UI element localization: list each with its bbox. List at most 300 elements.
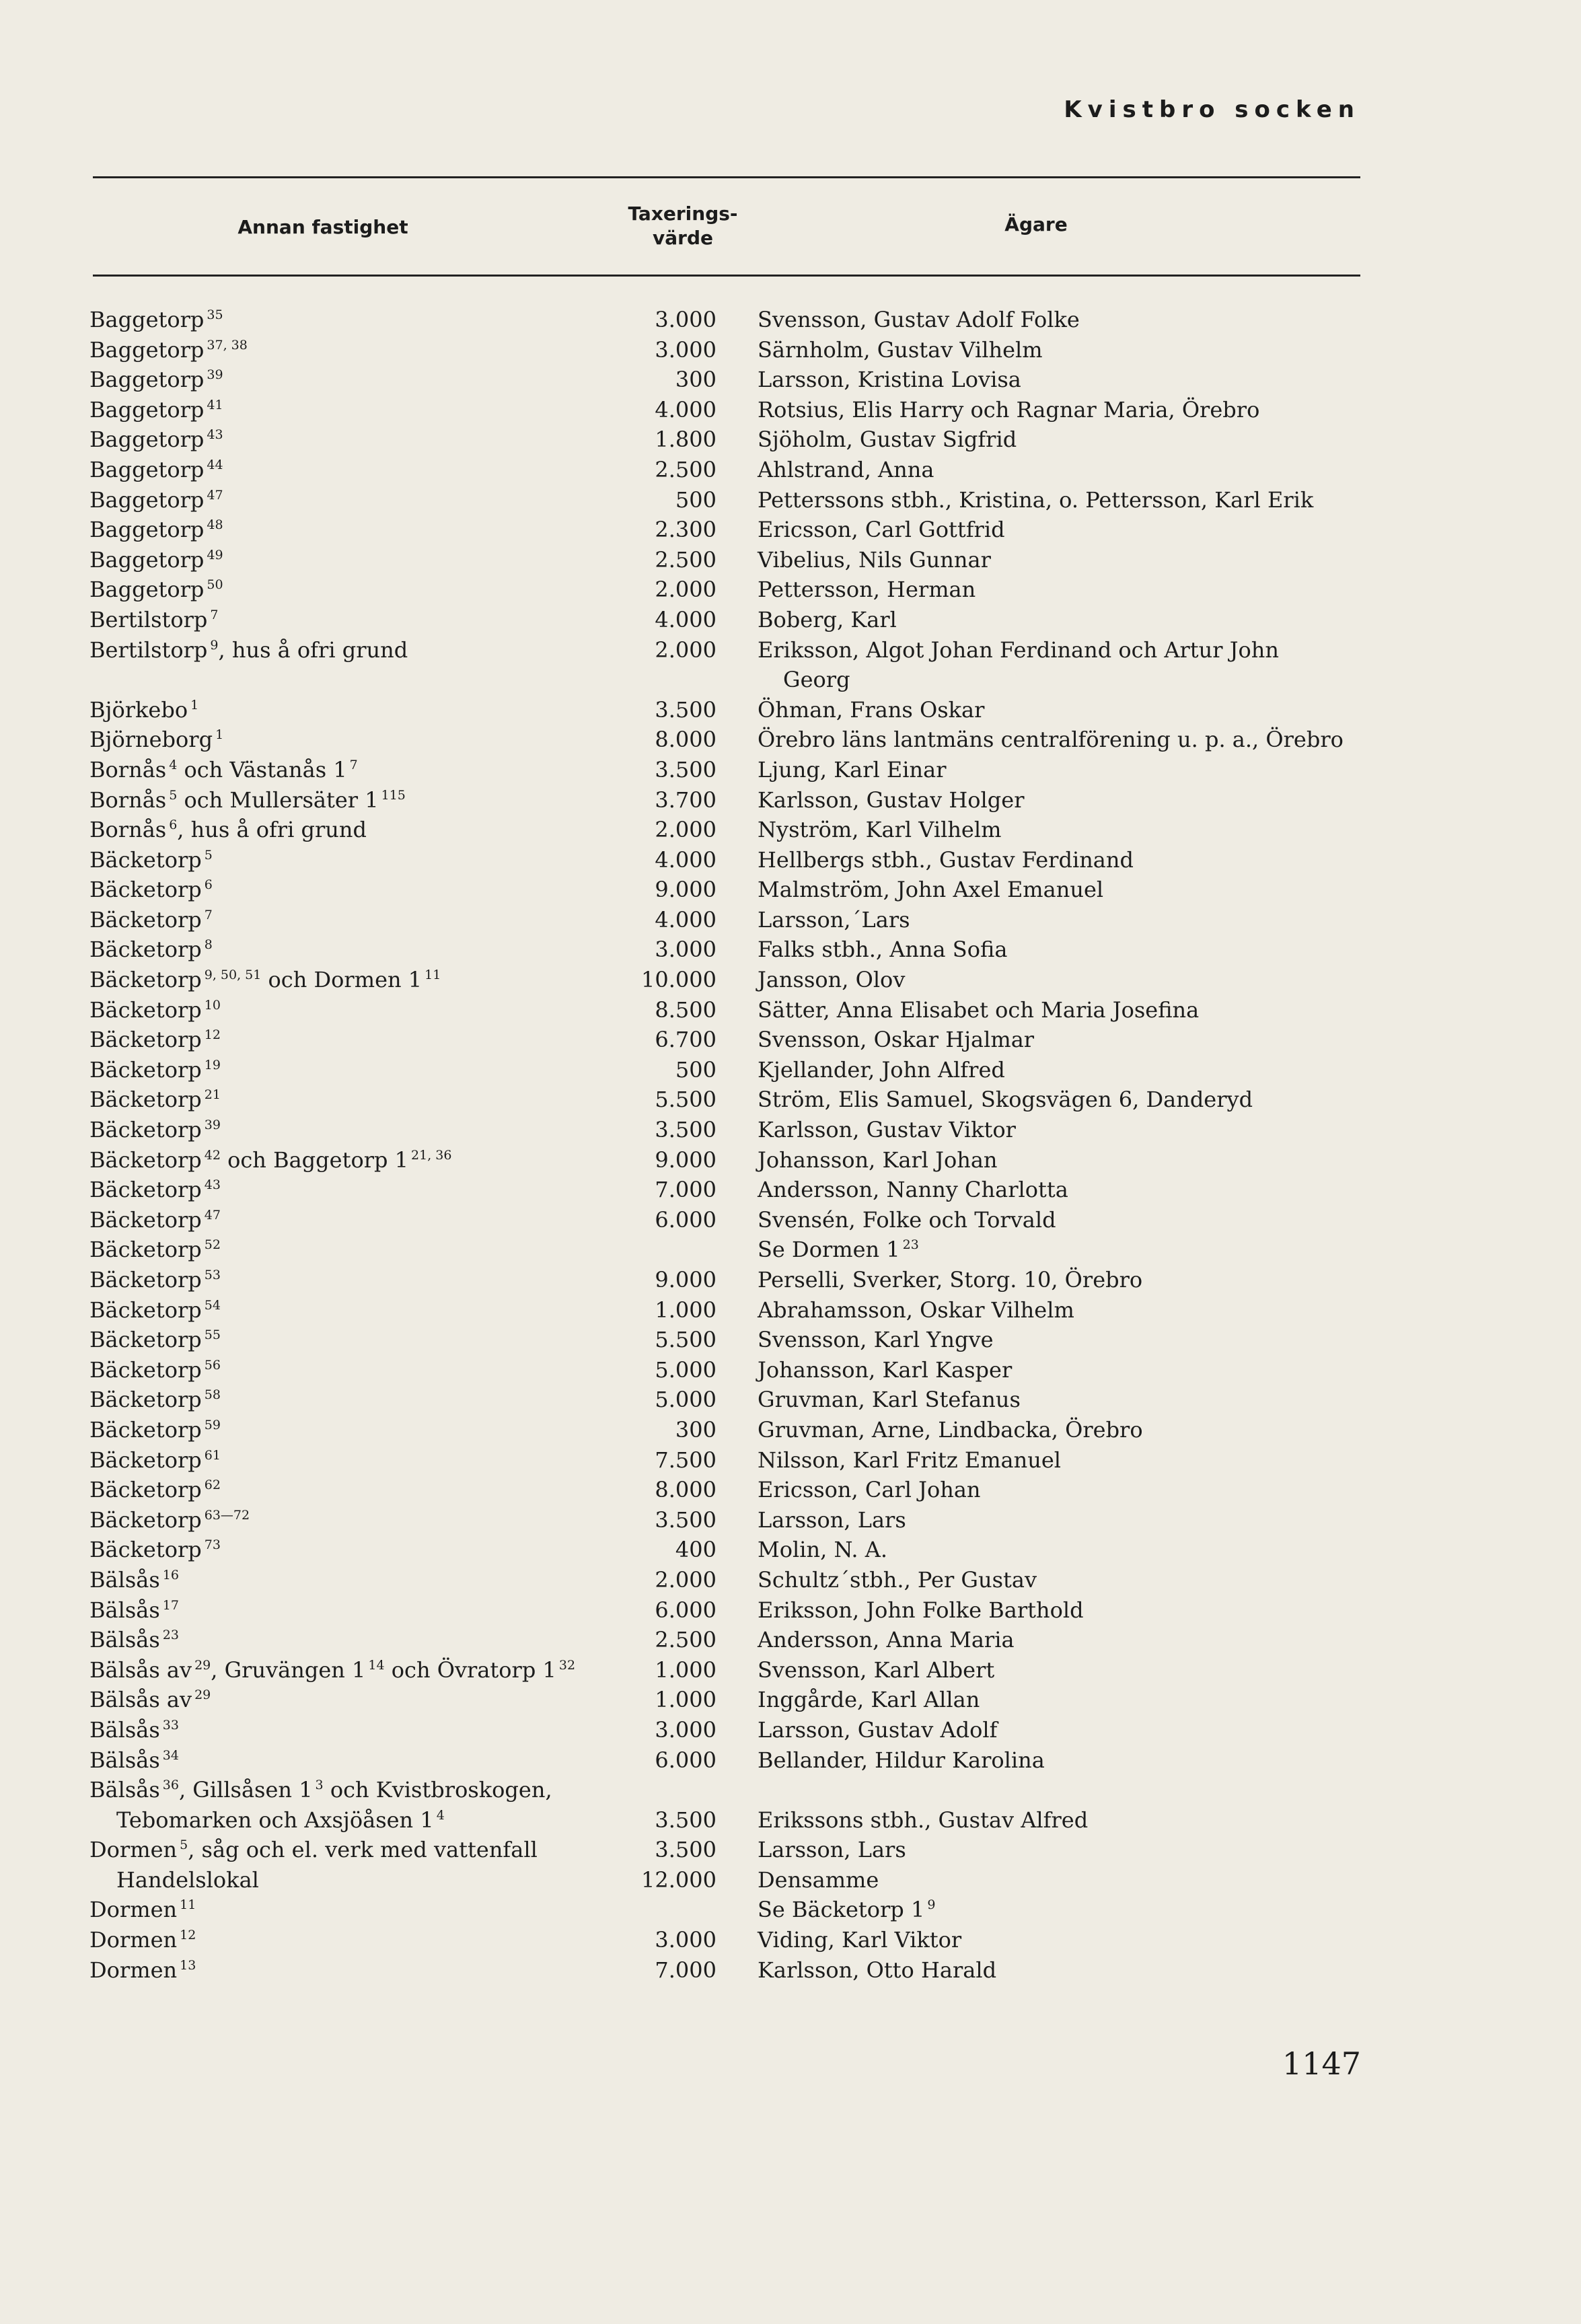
property-number: 41 bbox=[207, 397, 223, 412]
owner-cell bbox=[758, 875, 1103, 905]
table-row bbox=[0, 1685, 1581, 1715]
property-cell bbox=[89, 1145, 451, 1179]
property-name: Bornås bbox=[89, 756, 167, 783]
property-number-2: 3 bbox=[315, 1778, 324, 1793]
property-name: Bertilstorp bbox=[89, 637, 208, 663]
property-cell bbox=[89, 635, 408, 669]
tax-value-cell: 3.000 bbox=[655, 937, 716, 963]
property-number: 43 bbox=[207, 427, 223, 443]
property-name: Baggetorp bbox=[89, 427, 205, 453]
property-number: 39 bbox=[204, 1118, 221, 1133]
table-row bbox=[0, 845, 1581, 875]
tax-value-cell: 3.000 bbox=[655, 1716, 716, 1743]
owner-cell bbox=[758, 1685, 980, 1715]
property-number: 9, 50, 51 bbox=[204, 968, 262, 983]
tax-value-cell: 10.000 bbox=[641, 967, 716, 993]
property-number: 1 bbox=[215, 727, 224, 743]
column-header-owner: Ägare bbox=[1004, 213, 1068, 235]
owner-cell bbox=[758, 1925, 961, 1955]
owner-name: Vibelius, Nils Gunnar bbox=[758, 546, 991, 573]
property-cell bbox=[89, 1715, 179, 1749]
table-row bbox=[0, 1865, 1581, 1895]
owner-cell bbox=[758, 1745, 1045, 1776]
owner-name: Falks stbh., Anna Sofia bbox=[758, 937, 1008, 963]
property-number: 8 bbox=[204, 937, 213, 953]
table-row bbox=[0, 1085, 1581, 1115]
property-name: Bäcketorp bbox=[89, 1056, 202, 1083]
property-number: 5 bbox=[204, 847, 213, 863]
owner-name: Särnholm, Gustav Vilhelm bbox=[758, 336, 1043, 363]
owner-name: Sjöholm, Gustav Sigfrid bbox=[758, 427, 1017, 453]
property-cell bbox=[89, 1085, 221, 1118]
owner-name: Erikssons stbh., Gustav Alfred bbox=[758, 1807, 1089, 1833]
owner-cell bbox=[758, 1475, 981, 1505]
property-name: Baggetorp bbox=[89, 486, 205, 513]
table-row bbox=[0, 1205, 1581, 1235]
property-number: 50 bbox=[207, 577, 223, 593]
property-name: Bäcketorp bbox=[89, 846, 202, 873]
property-cell bbox=[89, 485, 223, 519]
property-name: Bäcketorp bbox=[89, 1027, 202, 1053]
owner-name: Karlsson, Otto Harald bbox=[758, 1957, 997, 1983]
owner-cell bbox=[758, 1355, 1012, 1385]
owner-cell bbox=[758, 1205, 1056, 1235]
property-cell bbox=[89, 605, 219, 639]
table-row bbox=[0, 665, 1581, 695]
table-row bbox=[0, 1445, 1581, 1476]
table-row bbox=[0, 1265, 1581, 1295]
property-name: Björneborg bbox=[89, 727, 213, 753]
property-number: 16 bbox=[162, 1567, 179, 1583]
tax-value-cell: 4.000 bbox=[655, 396, 716, 423]
owner-name: Molin, N. A. bbox=[758, 1537, 888, 1563]
property-number: 5 bbox=[169, 787, 178, 803]
property-name: Bälsås bbox=[89, 1716, 160, 1743]
property-number: 61 bbox=[204, 1447, 221, 1463]
table-row bbox=[0, 1325, 1581, 1355]
tax-value-cell: 3.500 bbox=[655, 1807, 716, 1833]
owner-name: Sätter, Anna Elisabet och Maria Josefina bbox=[758, 996, 1200, 1023]
table-row bbox=[0, 1715, 1581, 1745]
property-name: Bäcketorp bbox=[89, 1356, 202, 1383]
property-name: Bälsås av bbox=[89, 1657, 192, 1683]
owner-cell bbox=[758, 455, 934, 485]
owner-cell bbox=[758, 485, 1313, 515]
property-number: 33 bbox=[162, 1717, 179, 1733]
tax-value-cell: 2.500 bbox=[655, 1627, 716, 1653]
owner-cell bbox=[758, 1715, 997, 1745]
tax-value-cell: 3.500 bbox=[655, 1506, 716, 1533]
property-name: Bäcketorp bbox=[89, 1177, 202, 1203]
tax-value-cell: 2.000 bbox=[655, 577, 716, 603]
property-number: 21 bbox=[204, 1087, 221, 1103]
owner-name: Eriksson, John Folke Barthold bbox=[758, 1597, 1084, 1623]
property-cell bbox=[89, 1625, 179, 1659]
table-row bbox=[0, 1805, 1581, 1836]
owner-cell bbox=[758, 1115, 1016, 1145]
table-row bbox=[0, 1655, 1581, 1685]
table-row bbox=[0, 1415, 1581, 1445]
tax-value-cell: 3.500 bbox=[655, 756, 716, 783]
property-cell bbox=[89, 305, 223, 338]
property-name: Bälsås av bbox=[89, 1687, 192, 1713]
property-name: Bäcketorp bbox=[89, 1147, 202, 1173]
owner-name: Ericsson, Carl Gottfrid bbox=[758, 517, 1005, 543]
table-row bbox=[0, 1505, 1581, 1535]
property-number-2: 7 bbox=[349, 757, 358, 772]
owner-name: Johansson, Karl Kasper bbox=[758, 1356, 1013, 1383]
tax-value-cell: 3.000 bbox=[655, 1927, 716, 1953]
owner-cell bbox=[758, 935, 1007, 965]
tax-value-cell: 500 bbox=[675, 1056, 716, 1083]
property-name: Bälsås bbox=[89, 1597, 160, 1623]
owner-cell bbox=[758, 815, 1001, 845]
property-number: 17 bbox=[162, 1597, 179, 1613]
property-name: Bornås bbox=[89, 817, 167, 843]
property-number: 12 bbox=[180, 1928, 196, 1943]
property-extra: , Gruvängen 1 bbox=[211, 1657, 366, 1683]
owner-cell bbox=[758, 515, 1005, 545]
column-header-property: Annan fastighet bbox=[237, 216, 408, 238]
owner-cell bbox=[758, 545, 991, 575]
property-name: Bäcketorp bbox=[89, 967, 202, 993]
property-number: 35 bbox=[207, 307, 223, 322]
owner-name: Jansson, Olov bbox=[758, 967, 906, 993]
owner-name: Öhman, Frans Oskar bbox=[758, 696, 985, 723]
owner-cell bbox=[758, 995, 1199, 1025]
table-row bbox=[0, 635, 1581, 665]
property-number-3: 32 bbox=[558, 1657, 576, 1673]
owner-cell bbox=[758, 1055, 1005, 1085]
owner-ref-number: 23 bbox=[902, 1237, 919, 1253]
property-extra: , hus å ofri grund bbox=[218, 637, 408, 663]
owner-name: Ljung, Karl Einar bbox=[758, 756, 947, 783]
property-extra: och Baggetorp 1 bbox=[220, 1147, 409, 1173]
tax-value-cell: 4.000 bbox=[655, 906, 716, 933]
owner-name: Perselli, Sverker, Storg. 10, Örebro bbox=[758, 1267, 1143, 1293]
table-row bbox=[0, 1595, 1581, 1626]
tax-value-cell: 300 bbox=[675, 367, 716, 393]
property-number: 5 bbox=[180, 1838, 188, 1853]
property-name: Bäcketorp bbox=[89, 1206, 202, 1233]
property-name: Bäcketorp bbox=[89, 1297, 202, 1323]
owner-name: Andersson, Anna Maria bbox=[758, 1627, 1015, 1653]
property-cell bbox=[89, 1205, 221, 1239]
property-number-2: 14 bbox=[368, 1657, 385, 1673]
property-cell bbox=[89, 1235, 221, 1268]
property-name: Bälsås bbox=[89, 1627, 160, 1653]
property-name: Dormen bbox=[89, 1927, 178, 1953]
tax-value-cell: 5.000 bbox=[655, 1387, 716, 1413]
table-row bbox=[0, 1775, 1581, 1805]
tax-value-cell: 3.000 bbox=[655, 307, 716, 332]
property-number: 19 bbox=[204, 1057, 221, 1073]
owner-cell bbox=[758, 845, 1134, 875]
property-cell bbox=[89, 1115, 221, 1149]
table-row bbox=[0, 1055, 1581, 1085]
property-name: Bäcketorp bbox=[89, 906, 202, 933]
tax-value-cell: 5.500 bbox=[655, 1087, 716, 1113]
property-number: 36 bbox=[162, 1778, 179, 1793]
property-extra: , Gillsåsen 1 bbox=[178, 1777, 313, 1803]
property-cell bbox=[89, 1835, 538, 1868]
table-row bbox=[0, 1355, 1581, 1385]
tax-value-cell: 6.000 bbox=[655, 1747, 716, 1773]
owner-name: Larsson, Lars bbox=[758, 1506, 906, 1533]
owner-cell bbox=[758, 1295, 1074, 1326]
property-cell bbox=[89, 545, 223, 579]
owner-name: Gruvman, Arne, Lindbacka, Örebro bbox=[758, 1416, 1143, 1443]
property-cell bbox=[89, 785, 406, 819]
table-row bbox=[0, 395, 1581, 425]
property-name: Bälsås bbox=[89, 1747, 160, 1773]
owner-name: Nilsson, Karl Fritz Emanuel bbox=[758, 1447, 1062, 1473]
property-name: Bäcketorp bbox=[89, 1477, 202, 1503]
property-cell bbox=[89, 425, 223, 458]
property-name: Baggetorp bbox=[89, 577, 205, 603]
property-number: 29 bbox=[194, 1657, 211, 1673]
table-row bbox=[0, 575, 1581, 605]
property-name: Bornås bbox=[89, 787, 167, 813]
owner-cell bbox=[758, 695, 984, 725]
table-row bbox=[0, 1955, 1581, 1986]
owner-cell bbox=[758, 1025, 1034, 1055]
property-number: 12 bbox=[204, 1027, 221, 1043]
tax-value-cell: 3.500 bbox=[655, 696, 716, 723]
property-name: Bäcketorp bbox=[89, 1506, 202, 1533]
property-number: 23 bbox=[162, 1628, 179, 1643]
owner-name: Nyström, Karl Vilhelm bbox=[758, 817, 1002, 843]
table-row bbox=[0, 725, 1581, 755]
owner-cell bbox=[758, 575, 976, 605]
property-cell bbox=[89, 1505, 250, 1539]
property-cell bbox=[89, 965, 441, 998]
tax-value-cell: 7.000 bbox=[655, 1177, 716, 1203]
property-cell bbox=[89, 1925, 196, 1959]
owner-name: Svensén, Folke och Torvald bbox=[758, 1206, 1056, 1233]
owner-name: Svensson, Karl Albert bbox=[758, 1657, 995, 1683]
owner-cell bbox=[758, 1895, 935, 1928]
tax-value-cell: 6.000 bbox=[655, 1597, 716, 1623]
owner-name: Inggårde, Karl Allan bbox=[758, 1687, 980, 1713]
owner-name: Svensson, Oskar Hjalmar bbox=[758, 1027, 1035, 1053]
owner-name: Larsson, Kristina Lovisa bbox=[758, 367, 1021, 393]
property-cell bbox=[89, 815, 367, 848]
property-number: 39 bbox=[207, 367, 223, 383]
property-extra-2: och Kvistbroskogen, bbox=[323, 1777, 552, 1803]
property-cell bbox=[89, 1685, 211, 1718]
table-row bbox=[0, 755, 1581, 785]
header-rule-bottom bbox=[93, 275, 1360, 277]
property-number-2: 11 bbox=[425, 968, 441, 983]
table-row bbox=[0, 935, 1581, 965]
property-cell bbox=[89, 1535, 221, 1568]
table-row bbox=[0, 425, 1581, 455]
property-number: 53 bbox=[204, 1268, 221, 1282]
tax-value-cell: 2.000 bbox=[655, 637, 716, 663]
property-name: Baggetorp bbox=[89, 336, 205, 363]
owner-name: Ström, Elis Samuel, Skogsvägen 6, Danderyd bbox=[758, 1087, 1253, 1113]
owner-cell bbox=[758, 1415, 1143, 1445]
table-row bbox=[0, 1295, 1581, 1326]
property-number-2: 21, 36 bbox=[411, 1147, 452, 1163]
property-number: 9 bbox=[210, 637, 219, 653]
property-name: Baggetorp bbox=[89, 307, 205, 332]
property-number: 7 bbox=[204, 907, 213, 922]
table-row bbox=[0, 305, 1581, 335]
owner-name: Larsson, Gustav Adolf bbox=[758, 1716, 998, 1743]
table-row bbox=[0, 695, 1581, 725]
property-number: 49 bbox=[207, 547, 223, 562]
tax-value-cell: 7.500 bbox=[655, 1447, 716, 1473]
property-name: Bäcketorp bbox=[89, 1537, 202, 1563]
property-number: 10 bbox=[204, 997, 221, 1013]
property-cell bbox=[89, 1385, 221, 1418]
property-cell bbox=[89, 335, 248, 369]
property-extra: , hus å ofri grund bbox=[177, 817, 367, 843]
owner-name: Malmström, John Axel Emanuel bbox=[758, 877, 1104, 903]
property-cell bbox=[89, 755, 358, 789]
tax-value-cell: 9.000 bbox=[655, 877, 716, 903]
property-cell bbox=[89, 1775, 552, 1809]
tax-value-cell: 4.000 bbox=[655, 606, 716, 632]
owner-name: Ericsson, Carl Johan bbox=[758, 1477, 981, 1503]
tax-value-cell: 2.500 bbox=[655, 546, 716, 573]
property-cell bbox=[89, 995, 221, 1029]
tax-value-cell: 6.700 bbox=[655, 1027, 716, 1053]
owner-name: Kjellander, John Alfred bbox=[758, 1056, 1005, 1083]
table-row bbox=[0, 515, 1581, 545]
owner-name: Pettersson, Herman bbox=[758, 577, 976, 603]
owner-cell bbox=[758, 1445, 1061, 1476]
property-name: Bäcketorp bbox=[89, 1387, 202, 1413]
tax-value-cell: 9.000 bbox=[655, 1147, 716, 1173]
property-number: 59 bbox=[204, 1417, 221, 1432]
owner-name: Densamme bbox=[758, 1866, 879, 1893]
tax-value-cell: 1.000 bbox=[655, 1657, 716, 1683]
owner-cell bbox=[758, 905, 910, 935]
property-number: 54 bbox=[204, 1297, 221, 1313]
owner-cell bbox=[758, 1805, 1088, 1836]
owner-name: Larsson, Lars bbox=[758, 1837, 906, 1863]
property-name: Bertilstorp bbox=[89, 606, 208, 632]
property-number: 4 bbox=[169, 757, 178, 772]
property-name: Tebomarken och Axsjöåsen 1 bbox=[116, 1807, 434, 1833]
property-table bbox=[0, 305, 1581, 1985]
page-header-parish: Kvistbro socken bbox=[1064, 96, 1360, 123]
owner-cell bbox=[783, 665, 850, 695]
property-cell bbox=[89, 935, 213, 968]
property-number: 48 bbox=[207, 517, 223, 533]
owner-cell bbox=[758, 365, 1021, 395]
property-cell bbox=[89, 1445, 221, 1479]
property-number: 11 bbox=[180, 1897, 196, 1913]
property-name: Bäcketorp bbox=[89, 937, 202, 963]
property-number: 1 bbox=[190, 697, 199, 713]
property-number: 13 bbox=[180, 1957, 196, 1973]
property-cell bbox=[89, 365, 223, 398]
owner-name: Karlsson, Gustav Holger bbox=[758, 787, 1025, 813]
column-header-tax-line2: värde bbox=[653, 227, 713, 249]
table-row bbox=[0, 1925, 1581, 1955]
property-cell bbox=[89, 1355, 221, 1389]
tax-value-cell: 3.000 bbox=[655, 336, 716, 363]
table-row bbox=[0, 545, 1581, 575]
owner-name: Svensson, Karl Yngve bbox=[758, 1327, 994, 1353]
table-row bbox=[0, 1145, 1581, 1175]
property-number: 42 bbox=[204, 1147, 221, 1163]
tax-value-cell: 1.800 bbox=[655, 427, 716, 453]
property-cell bbox=[89, 1955, 196, 1989]
owner-cell bbox=[758, 1655, 994, 1685]
header-rule-top bbox=[93, 176, 1360, 178]
owner-cell bbox=[758, 1325, 994, 1355]
property-cell bbox=[89, 455, 223, 488]
tax-value-cell: 2.000 bbox=[655, 1566, 716, 1593]
property-cell bbox=[89, 1475, 221, 1509]
owner-name: Andersson, Nanny Charlotta bbox=[758, 1177, 1068, 1203]
property-cell bbox=[89, 395, 223, 429]
owner-cell bbox=[758, 785, 1024, 815]
owner-cell bbox=[758, 1505, 906, 1535]
property-number: 7 bbox=[210, 607, 219, 622]
table-row bbox=[0, 1385, 1581, 1415]
property-cell bbox=[89, 1325, 221, 1358]
tax-value-cell: 8.000 bbox=[655, 727, 716, 753]
property-cell bbox=[89, 1565, 179, 1599]
owner-name: Boberg, Karl bbox=[758, 606, 897, 632]
property-cell bbox=[89, 1295, 221, 1329]
table-row bbox=[0, 875, 1581, 905]
table-row bbox=[0, 455, 1581, 485]
property-name: Bäcketorp bbox=[89, 1087, 202, 1113]
table-row bbox=[0, 1475, 1581, 1505]
property-name: Bälsås bbox=[89, 1566, 160, 1593]
property-cell bbox=[89, 515, 223, 548]
property-name: Bäcketorp bbox=[89, 996, 202, 1023]
property-cell bbox=[89, 905, 213, 939]
tax-value-cell: 3.700 bbox=[655, 787, 716, 813]
property-number: 47 bbox=[204, 1207, 221, 1223]
property-name: Baggetorp bbox=[89, 546, 205, 573]
page-number: 1147 bbox=[1282, 2045, 1361, 2082]
owner-name: Se Dormen 1 bbox=[758, 1237, 900, 1263]
property-number: 73 bbox=[204, 1537, 221, 1553]
property-number: 4 bbox=[436, 1807, 445, 1823]
property-name: Dormen bbox=[89, 1837, 178, 1863]
owner-cell bbox=[758, 1955, 996, 1986]
table-row bbox=[0, 1745, 1581, 1776]
tax-value-cell: 400 bbox=[675, 1537, 716, 1563]
tax-value-cell: 2.500 bbox=[655, 456, 716, 482]
property-number: 37, 38 bbox=[207, 337, 248, 353]
property-name: Bäcketorp bbox=[89, 1267, 202, 1293]
property-number: 29 bbox=[194, 1687, 211, 1703]
tax-value-cell: 300 bbox=[675, 1416, 716, 1443]
owner-cell bbox=[758, 425, 1017, 455]
property-number: 63—72 bbox=[204, 1507, 250, 1523]
property-name: Bäcketorp bbox=[89, 877, 202, 903]
property-cell bbox=[89, 1595, 179, 1629]
property-number: 34 bbox=[162, 1747, 179, 1763]
property-cell bbox=[89, 1025, 221, 1058]
table-row bbox=[0, 605, 1581, 635]
owner-name: Rotsius, Elis Harry och Ragnar Maria, Örebro bbox=[758, 396, 1260, 423]
table-row bbox=[0, 1175, 1581, 1205]
owner-cell bbox=[758, 605, 897, 635]
owner-name: Karlsson, Gustav Viktor bbox=[758, 1117, 1016, 1143]
column-header-tax-value bbox=[616, 202, 750, 250]
